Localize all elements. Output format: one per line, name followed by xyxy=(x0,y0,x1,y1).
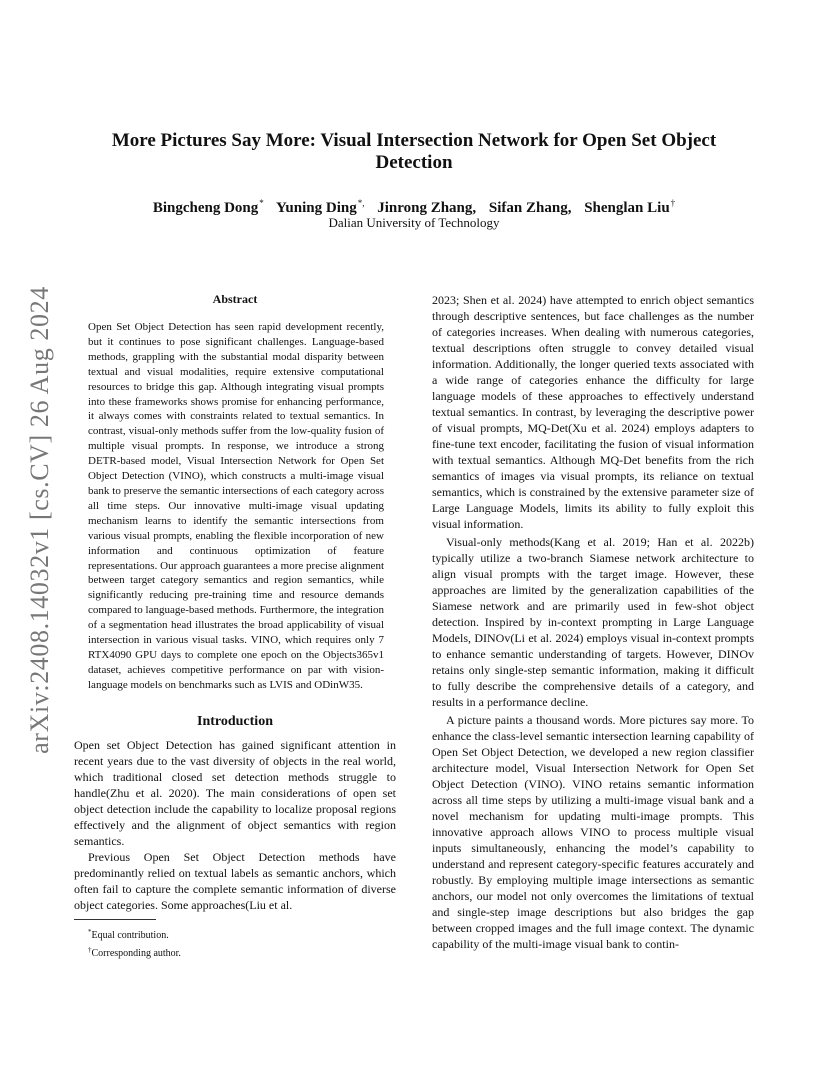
footnote xyxy=(74,943,396,961)
author-name: Bingcheng Dong xyxy=(152,200,259,216)
author-name: Yuning Ding xyxy=(275,200,357,216)
abstract-text: Open Set Object Detection has seen rapid development recently, but it continues to pose significant challenges. Language-based methods, grappling with the substantial modal disparity between textual and visual modalities, require extensive computational resources to bridge this gap. Although integrating visual prompts into these frameworks shows promise for enhancing performance, it always comes with constraints related to textual semantics. In contrast, visual-only methods suffer from the low-quality fusion of multiple visual prompts. In response, we introduce a strong DETR-based model, Visual Intersection Network for Open Set Object Detection (VINO), which constructs a multi-image visual bank to preserve the semantic intersections of each category across all time steps. Our innovative multi-image visual updating mechanism learns to identify the semantic intersections from various visual prompts, enabling the flexible incorporation of new information and continuous optimization of feature representations. Our approach guarantees a more precise alignment between target category semantics and region semantics, while significantly reducing pre-training time and resource demands compared to language-based methods. Furthermore, the integration of a segmentation head illustrates the broad applicability of visual intersection in various visual tasks. VINO, which requires only 7 RTX4090 GPU days to complete one epoch on the Objects365v1 dataset, achieves competitive performance on par with vision-language models on benchmarks such as LVIS and ODinW35. xyxy=(88,321,384,691)
paper-title: More Pictures Say More: Visual Intersection Network for Open Set Object Detection xyxy=(111,130,717,173)
footnote-text: Equal contribution. xyxy=(91,930,169,941)
footnote-text: Corresponding author. xyxy=(91,948,181,959)
footnote-mark: † xyxy=(88,946,92,954)
author-name: Shenglan Liu xyxy=(584,200,670,216)
footnote-divider xyxy=(74,919,156,920)
author-mark: † xyxy=(670,198,676,208)
introduction-heading: Introduction xyxy=(197,713,273,729)
author-mark: *, xyxy=(357,198,365,208)
author-mark: * xyxy=(259,198,264,208)
right-column xyxy=(432,292,754,952)
author-name: Jinrong Zhang, xyxy=(377,200,477,216)
intro-paragraph: Open set Object Detection has gained significant attention in recent years due to the vast diversity of objects in the real world, which traditional closed set detection methods struggle to handle(Zhu et al. 2020). The main considerations of open set object detection include the capability to localize proposal regions effectively and the alignment of object semantics with region semantics. xyxy=(74,737,396,848)
intro-paragraph: A picture paints a thousand words. More pictures say more. To enhance the class-level semantic intersection learning capability of Open Set Object Detection, we developed a new region classifier architecture model, Visual Intersection Network for Open Set Object Detection (VINO). VINO retains semantic information across all time steps by utilizing a multi-image visual bank and a novel mechanism for updating multi-image prompts. This innovative approach allows VINO to process multiple visual inputs simultaneously, enhancing the model’s capability to understand and represent category-specific features accurately and robustly. By employing multiple image intersections as semantic anchors, our model not only overcomes the limitations of textual and single-step image descriptions but also bridges the gap between cropped images and the full image context. The dynamic capability of the multi-image visual bank to contin- xyxy=(432,713,754,951)
arxiv-identifier-text: arXiv:2408.14032v1 [cs.CV] 26 Aug 2024 xyxy=(25,286,54,754)
intro-paragraph: Visual-only methods(Kang et al. 2019; Han et al. 2022b) typically utilize a two-branch Siamese network architecture to align visual prompts with the target image. However, these approaches are limited by the generalization capabilities of the Siamese network and are primarily used in few-shot object detection. Inspired by in-context prompting in Large Language Models, DINOv(Li et al. 2024) employs visual in-context prompts to enhance semantic understanding of targets. However, DINOv retains only single-step semantic information, making it difficult to fully describe the comprehensive details of a category, and results in a performance decline. xyxy=(432,535,754,709)
intro-paragraph: Previous Open Set Object Detection methods have predominantly relied on textual labels as semantic anchors, which often fail to capture the complete semantic information of diverse object categories. Some approaches(Liu et al. xyxy=(74,849,396,912)
author-name: Sifan Zhang, xyxy=(488,200,572,216)
arxiv-identifier xyxy=(22,282,58,758)
footnote xyxy=(74,925,396,943)
affiliation: Dalian University of Technology xyxy=(328,215,500,230)
abstract-heading: Abstract xyxy=(212,292,258,306)
footnote-mark: * xyxy=(88,928,92,936)
footnotes xyxy=(74,919,396,961)
left-column xyxy=(74,292,396,913)
intro-paragraph: 2023; Shen et al. 2024) have attempted to enrich object semantics through descriptive sentences, but face challenges as the number of categories increases. When dealing with numerous categories, textual descriptions often struggle to convey detailed visual information. Additionally, the longer queried texts associated with a wide range of categories enhance the difficulty for large language models of these approaches to effectively understand textual semantics. In contrast, by leveraging the descriptive power of visual prompts, MQ-Det(Xu et al. 2024) employs adapters to fine-tune text encoder, facilitating the fusion of visual information with textual semantics. Although MQ-Det benefits from the rich semantics of images via visual prompts, its reliance on textual semantics, which is constrained by the extensive parameter size of Large Language Models, limits its ability to fully exploit this visual information. xyxy=(432,293,754,531)
